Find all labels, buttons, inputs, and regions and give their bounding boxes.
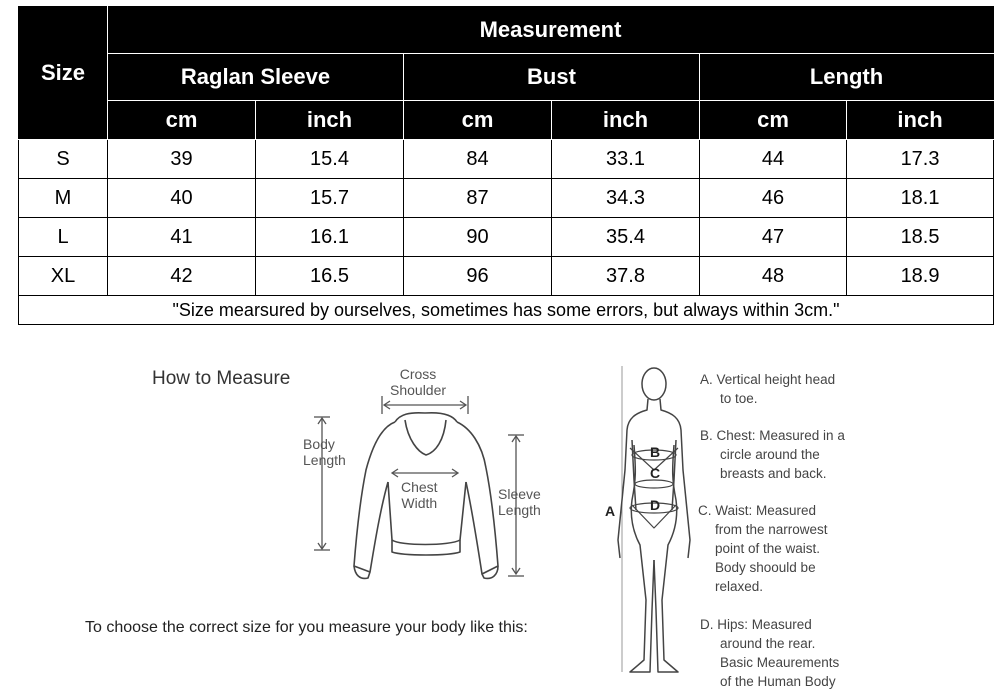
unit-header: cm: [108, 101, 256, 140]
value-cell: 37.8: [552, 257, 700, 296]
bust-header: Bust: [404, 54, 700, 101]
measurement-header: Measurement: [108, 7, 994, 54]
value-cell: 90: [404, 218, 552, 257]
marker-d: D: [650, 497, 661, 513]
legend-item-d: D. Hips: Measured around the rear. Basic Meaurements of the Human Body: [700, 617, 840, 689]
size-cell: M: [19, 179, 108, 218]
legend-item-a: A. Vertical height head to toe.: [700, 372, 836, 406]
value-cell: 44: [700, 140, 847, 179]
unit-header: cm: [404, 101, 552, 140]
value-cell: 18.9: [847, 257, 994, 296]
value-cell: 16.1: [256, 218, 404, 257]
value-cell: 87: [404, 179, 552, 218]
unit-header: inch: [552, 101, 700, 140]
value-cell: 33.1: [552, 140, 700, 179]
legend-item-b: B. Chest: Measured in a circle around the breasts and back.: [700, 428, 845, 481]
legend-item-c: C. Waist: Measured from the narrowest point of the waist. Body shoould be relaxed.: [698, 503, 828, 594]
value-cell: 15.7: [256, 179, 404, 218]
value-cell: 48: [700, 257, 847, 296]
instruction-text: To choose the correct size for you measure your body like this:: [85, 619, 528, 636]
length-header: Length: [700, 54, 994, 101]
value-cell: 47: [700, 218, 847, 257]
measurement-note: "Size mearsured by ourselves, sometimes has some errors, but always within 3cm.": [19, 296, 994, 325]
marker-c: C: [650, 465, 661, 481]
value-cell: 41: [108, 218, 256, 257]
body-length-label: Body Length: [303, 436, 346, 468]
sleeve-length-label: Sleeve Length: [498, 486, 541, 518]
value-cell: 39: [108, 140, 256, 179]
size-cell: XL: [19, 257, 108, 296]
size-cell: L: [19, 218, 108, 257]
value-cell: 17.3: [847, 140, 994, 179]
how-to-measure-title: How to Measure: [152, 368, 291, 389]
value-cell: 35.4: [552, 218, 700, 257]
unit-header: cm: [700, 101, 847, 140]
raglan-sleeve-header: Raglan Sleeve: [108, 54, 404, 101]
size-column-header: Size: [19, 7, 108, 140]
value-cell: 40: [108, 179, 256, 218]
unit-header: inch: [847, 101, 994, 140]
value-cell: 18.5: [847, 218, 994, 257]
marker-b: B: [650, 444, 661, 460]
value-cell: 96: [404, 257, 552, 296]
size-cell: S: [19, 140, 108, 179]
value-cell: 15.4: [256, 140, 404, 179]
unit-header: inch: [256, 101, 404, 140]
cross-shoulder-label: Cross Shoulder: [390, 366, 447, 398]
chest-width-label: Chest Width: [401, 479, 438, 511]
marker-a: A: [605, 503, 616, 519]
value-cell: 18.1: [847, 179, 994, 218]
value-cell: 16.5: [256, 257, 404, 296]
value-cell: 46: [700, 179, 847, 218]
value-cell: 84: [404, 140, 552, 179]
value-cell: 42: [108, 257, 256, 296]
value-cell: 34.3: [552, 179, 700, 218]
